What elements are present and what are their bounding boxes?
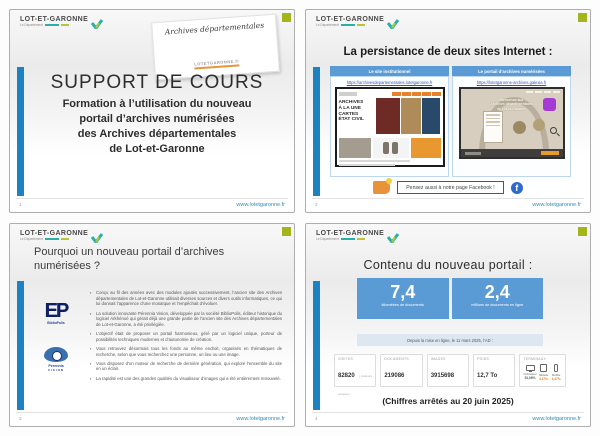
stat-value: 3915698 — [430, 372, 455, 379]
device-percent: 4,47% — [551, 377, 561, 381]
page-number: 3 — [19, 416, 22, 421]
portal-menu — [526, 91, 560, 93]
hero-line: À LA UNE — [338, 105, 361, 111]
people-photos — [373, 138, 409, 158]
tagline-accent-teal — [45, 24, 59, 27]
stat-card-terminaux — [519, 354, 566, 387]
hero-line: CARTES — [338, 111, 359, 117]
subtitle-line: de Lot-et-Garonne — [109, 142, 205, 155]
like-icon — [373, 181, 390, 194]
poster-tile — [422, 98, 440, 134]
slide-2 — [305, 9, 591, 213]
ep-monogram: EP — [44, 300, 68, 322]
device-desktop — [523, 364, 536, 382]
slide-footer — [312, 412, 584, 424]
old-site-menu — [392, 92, 441, 96]
bullet-item: ▪ Vous retrouvez désormais tous les fonds au même endroit, organisés en thématiques de recherche, selon que vous recherchez une personne, un lieu ou une image. — [90, 346, 282, 357]
medallion-thumbnail — [533, 119, 545, 131]
bullet-item: ▪ Vous disposez d’un moteur de recherche de dernière génération, qui explore l’ensemble du site en un éclair. — [90, 361, 282, 372]
stat-extra: ( visiteurs uniques ) — [338, 373, 372, 396]
bullet-list — [82, 290, 282, 385]
brand-tagline: Le Département — [20, 237, 43, 241]
orange-button — [541, 151, 559, 156]
badge-title: Archives départementales — [164, 20, 264, 37]
slide-footer — [16, 198, 288, 210]
slide-footer — [312, 198, 584, 210]
stat-boxes — [357, 278, 543, 319]
bibliopolis-logo — [45, 302, 68, 325]
hero-line: ÉTAT CIVIL — [338, 117, 364, 123]
institutional-site-link[interactable]: https://archivesdepartementales.lotetgaronne.fr — [346, 80, 433, 85]
bullet-item: ▪ L’objectif était de proposer un portail harmonieux, géré par un logiciel unique, porteur de possibilités techniques modernes et d’autonomie de création. — [90, 331, 282, 342]
stat-value: 12,7 To — [477, 372, 498, 379]
slide-footer — [16, 412, 288, 424]
welcome-line: de Lot-et-Garonne — [496, 106, 527, 111]
stat-label: IMAGES — [430, 357, 446, 361]
device-mobile — [550, 364, 562, 382]
engraving-photo — [339, 138, 371, 158]
search-icon — [550, 127, 557, 134]
portal-footer-logo — [465, 152, 481, 155]
slide-1 — [9, 9, 295, 213]
old-site-screenshot — [335, 87, 445, 167]
portal-footer-bar — [461, 149, 563, 157]
slide-accent-bar — [313, 67, 320, 196]
stat-card-images — [427, 354, 469, 387]
phone-icon — [554, 364, 559, 372]
hero-line: ARCHIVES — [338, 100, 364, 105]
page-number: 4 — [315, 416, 318, 421]
stat-box-documents — [452, 278, 544, 319]
device-percent: 4,47% — [538, 377, 548, 381]
brand-logo — [20, 16, 103, 34]
brand-logo — [316, 230, 399, 248]
facebook-icon[interactable]: f — [511, 182, 523, 194]
tagline-accent-green — [61, 238, 69, 241]
archives-portal-column — [452, 66, 571, 177]
archives-badge — [151, 14, 280, 81]
tagline-accent-teal — [45, 238, 59, 241]
slide-accent-bar — [17, 281, 24, 410]
brand-check-icon — [91, 16, 103, 34]
footer-url: www.lotetgaronne.fr — [532, 415, 581, 422]
footer-url: www.lotetgaronne.fr — [236, 415, 285, 422]
slide-accent-bar — [313, 281, 320, 410]
device-name: Tablette — [538, 373, 549, 377]
sites-comparison-table — [330, 66, 571, 177]
slide-4 — [305, 223, 591, 427]
info-bar: Depuis la mise en ligne, le 11 mars 2025, l’AD : — [357, 334, 543, 346]
facebook-banner-text: Pensez aussi à notre page Facebook ! — [397, 181, 504, 194]
slide-title: La persistance de deux sites Internet : — [343, 46, 553, 58]
footer-url: www.lotetgaronne.fr — [236, 201, 285, 208]
slide-header — [20, 16, 103, 34]
slide-title: SUPPORT DE COURS — [50, 72, 264, 93]
stat-card-documents — [380, 354, 422, 387]
corner-accent — [578, 13, 587, 22]
stat-label: TERMINAUX — [523, 357, 547, 361]
corner-accent — [282, 13, 291, 22]
device-name: Ordinateur — [523, 372, 537, 376]
slide-title: Pourquoi un nouveau portail d’archives numérisées ? — [34, 246, 225, 272]
old-site-logo — [339, 92, 357, 96]
tagline-accent-green — [61, 24, 69, 27]
stat-box-kilometres — [357, 278, 449, 319]
brand-tagline: Le Département — [20, 23, 43, 27]
stat-value: 219086 — [384, 372, 405, 379]
bullet-item: ▪ La solution innovante Pérennia Vision, développée par la société BiblioPolis, éditeur historique du logiciel Arkhénoé qui gérait déjà une grande partie de l’ancien site des Archives départementales de Lot-et-Garonne, a été privilégiée. — [90, 311, 282, 328]
corner-accent — [578, 227, 587, 236]
perennia-vision-logo — [44, 347, 68, 372]
device-tablet — [538, 364, 550, 382]
tagline-accent-teal — [341, 24, 355, 27]
welcome-line: Bienvenue aux — [499, 98, 524, 102]
medallion-thumbnail — [513, 121, 526, 134]
vision-caption: VISION — [47, 368, 65, 372]
brand-tagline: Le Département — [316, 23, 339, 27]
device-percent: 91,06% — [524, 376, 536, 380]
date-note: (Chiffres arrêtés au 20 juin 2025) — [382, 396, 514, 406]
brand-logo — [316, 16, 399, 34]
stat-label: DOCUMENTS — [384, 357, 409, 361]
stat-value: 2,4 — [484, 282, 510, 302]
page-number: 2 — [315, 202, 318, 207]
brand-check-icon — [387, 16, 399, 34]
institutional-site-column — [330, 66, 449, 177]
slide-accent-bar — [17, 67, 24, 196]
welcome-line: Archives départementales — [490, 102, 533, 107]
stat-card-visites — [334, 354, 376, 396]
purple-tile — [543, 98, 556, 111]
archives-portal-link[interactable]: https://lotetgaronne-archives.galexia.fr — [476, 80, 547, 85]
subtitle-line: portail d’archives numérisées — [79, 112, 235, 125]
stat-label: VISITES — [338, 357, 354, 361]
device-name: Mobile — [552, 373, 561, 377]
perennia-caption: Pérennia — [48, 364, 64, 368]
slide-title: Contenu du nouveau portail : — [363, 258, 533, 272]
stat-caption: millions de documents en ligne — [471, 303, 524, 307]
brand-check-icon — [387, 230, 399, 248]
text-placeholder-lines — [339, 160, 441, 166]
new-portal-screenshot — [459, 87, 565, 159]
brand-name: LOT-ET-GARONNE — [316, 230, 385, 237]
column-header: Le site institutionnel — [330, 66, 449, 76]
footer-url: www.lotetgaronne.fr — [532, 201, 581, 208]
document-card — [483, 111, 503, 143]
brand-name: LOT-ET-GARONNE — [20, 16, 89, 23]
tagline-accent-green — [357, 24, 365, 27]
monitor-icon — [526, 365, 535, 371]
corner-accent — [282, 227, 291, 236]
brand-name: LOT-ET-GARONNE — [316, 16, 385, 23]
stat-value: 82820 — [338, 372, 355, 379]
orange-panel — [411, 138, 441, 158]
slide-3 — [9, 223, 295, 427]
tablet-icon — [540, 364, 547, 372]
stats-strip — [334, 354, 566, 396]
badge-logo-text: LOTETGARONNE.fr — [194, 58, 240, 69]
bullet-item: ▪ Conçu au fil des années avec des modules ajoutés successivement, l’ancien site des Archives départementales de Lot-et-Garonne utilisait diverses sources et divers outils informatiques, ce qui lui donnait l’apparence d’une mosaïque et l’empêchait d’évoluer. — [90, 290, 282, 307]
stat-card-poids — [473, 354, 515, 387]
subtitle-line: des Archives départementales — [77, 127, 237, 140]
photo-tile — [401, 98, 421, 134]
tagline-accent-green — [357, 238, 365, 241]
brand-tagline: Le Département — [316, 237, 339, 241]
page-number: 1 — [19, 202, 22, 207]
eye-icon — [44, 347, 68, 362]
column-header: Le portail d’archives numérisées — [452, 66, 571, 76]
bullet-item: ▪ La rapidité est une des grandes qualités du visualiseur d’images qui a été entièrement renouvelé. — [90, 376, 282, 382]
bibliopolis-logo-caption: BiblioPolis — [47, 321, 65, 325]
stat-caption: kilomètres de documents — [381, 303, 424, 307]
subtitle-line: Formation à l’utilisation du nouveau — [62, 98, 252, 110]
brand-name: LOT-ET-GARONNE — [20, 230, 89, 237]
stat-value: 7,4 — [390, 282, 416, 302]
photo-tile — [376, 98, 400, 134]
tagline-accent-teal — [341, 238, 355, 241]
stat-label: POIDS — [477, 357, 490, 361]
